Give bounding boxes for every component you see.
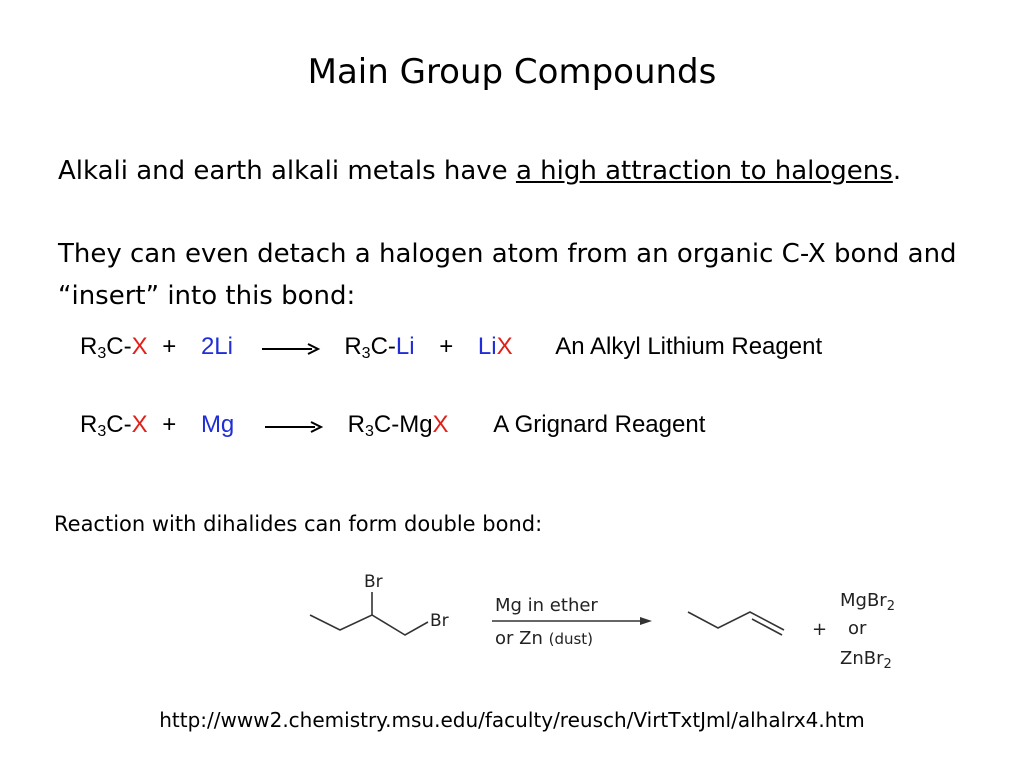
- scheme-plus: +: [812, 619, 828, 640]
- conditions-top: Mg in ether: [495, 595, 598, 616]
- conditions-bottom: or Zn (dust): [495, 628, 594, 649]
- znbr2-label: ZnBr$_2$: [840, 648, 892, 672]
- dihalide-elimination-scheme: [300, 560, 940, 680]
- r1-label: An Alkyl Lithium Reagent: [555, 333, 823, 360]
- reaction-arrow-icon: [492, 617, 652, 625]
- br-top-label: Br: [364, 572, 383, 592]
- alkyl-lithium-equation: [80, 333, 822, 363]
- r1-reactant: R3C-X: [80, 333, 148, 362]
- r1-byproduct: LiX: [477, 333, 513, 360]
- para1-period: .: [892, 156, 902, 186]
- r1-product: R3C-Li: [344, 333, 415, 362]
- dihalide-caption: Reaction with dihalides can form double bond:: [54, 512, 543, 536]
- r2-product: R3C-MgX: [347, 411, 449, 440]
- paragraph-insertion: They can even detach a halogen atom from an organic C-X bond and “insert” into this bond:: [58, 239, 957, 311]
- br-right-label: Br: [430, 611, 449, 631]
- paragraph-halogen-attraction: [58, 150, 958, 192]
- dibromobutane-structure: [310, 592, 428, 635]
- r2-label: A Grignard Reagent: [493, 411, 706, 438]
- r2-arrow-icon: [263, 416, 327, 436]
- r2-reagent: Mg: [200, 411, 235, 438]
- slide-title: Main Group Compounds: [307, 52, 717, 92]
- or-label: or: [848, 618, 867, 639]
- r1-reagent: 2Li: [200, 333, 233, 360]
- r2-plus: +: [162, 411, 177, 438]
- para1-underlined-text: a high attraction to halogens: [515, 156, 893, 186]
- r1-plus-2: +: [439, 333, 454, 360]
- r1-arrow-icon: [260, 338, 324, 358]
- butene-structure: [688, 612, 784, 635]
- r1-plus-1: +: [162, 333, 177, 360]
- source-link[interactable]: http://www2.chemistry.msu.edu/faculty/reusch/VirtTxtJml/alhalrx4.htm: [159, 708, 865, 732]
- mgbr2-label: MgBr$_2$: [840, 590, 895, 614]
- r2-reactant: R3C-X: [80, 411, 148, 440]
- grignard-equation: [80, 411, 705, 441]
- para1-text: Alkali and earth alkali metals have: [58, 156, 516, 186]
